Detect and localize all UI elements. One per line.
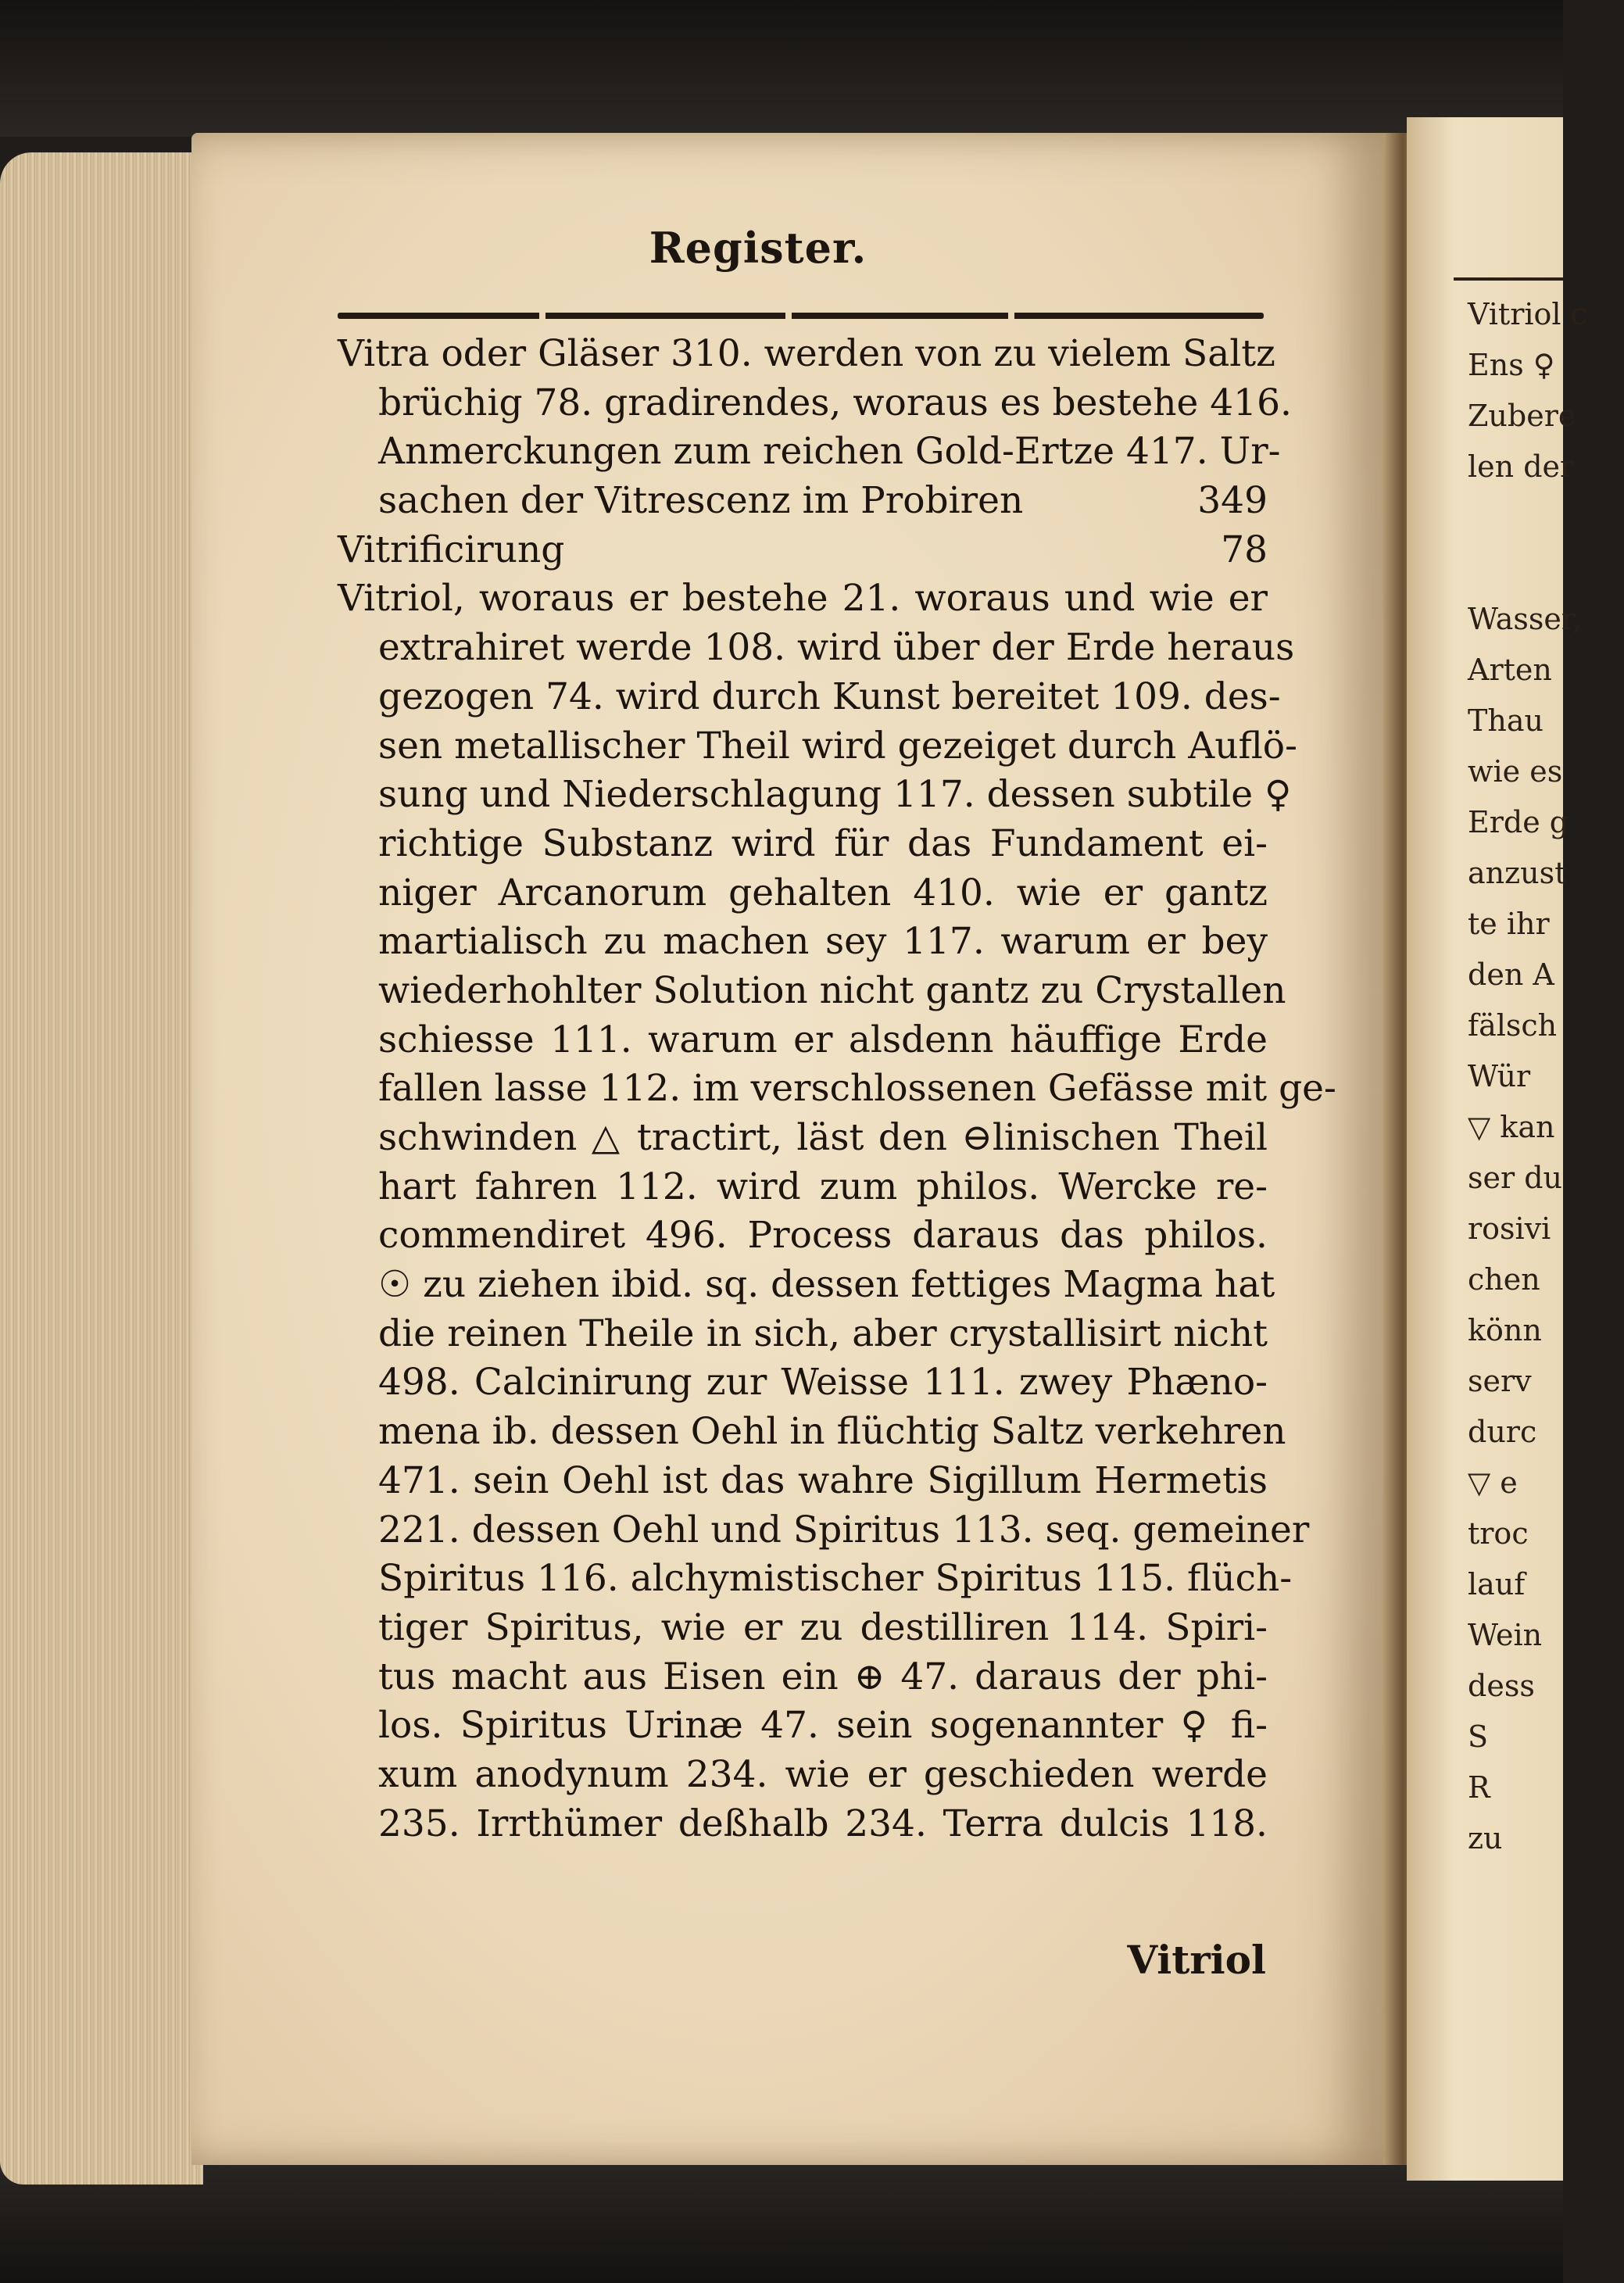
register-line: sen metallischer Theil wird gezeiget durch Auflö- [378,724,1297,768]
facing-page-line: Wür [1468,1059,1531,1093]
running-head: Register. [649,223,867,273]
facing-page-line: ser du [1468,1161,1563,1195]
register-line [338,526,1268,575]
register-line: Vitriol, woraus er bestehe 21. woraus und wie er [338,577,1268,621]
header-rule [338,313,1264,319]
register-line: tus macht aus Eisen ein ⊕ 47. daraus der phi- [378,1655,1268,1698]
facing-page-line: Vitriol c [1468,297,1587,331]
facing-page-line: rosivi [1468,1211,1551,1246]
register-line: die reinen Theile in sich, aber crystallisirt nicht [378,1311,1268,1355]
register-line: los. Spiritus Urinæ 47. sein sogenannter ♀ fi- [378,1704,1268,1748]
register-line: schiesse 111. warum er alsdenn häuffige Erde [378,1018,1268,1061]
register-line: schwinden △ tractirt, läst den ⊖linischen Theil [378,1116,1268,1159]
facing-page-line: zu [1468,1821,1503,1855]
rule-gap [785,313,792,319]
facing-page-line: Ens ♀ [1468,348,1555,382]
register-line: 471. sein Oehl ist das wahre Sigillum Hermetis [378,1458,1268,1502]
catchword: Vitriol [1127,1937,1266,1983]
facing-page-line: fälsch [1468,1008,1558,1043]
register-line: commendiret 496. Process daraus das philos. [378,1214,1268,1258]
register-line: Vitra oder Gläser 310. werden von zu vielem Saltz [338,332,1275,375]
facing-page-line: serv [1468,1364,1532,1398]
register-line: extrahiret werde 108. wird über der Erde heraus [378,626,1295,670]
register-line: wiederhohlter Solution nicht gantz zu Crystallen [378,968,1286,1012]
register-line: Anmerckungen zum reichen Gold-Ertze 417. Ur- [378,430,1281,474]
register-line: sung und Niederschlagung 117. dessen subtile ♀ [378,773,1292,817]
facing-page-line: den A [1468,957,1554,992]
page-number: 349 [1197,479,1268,523]
register-line: richtige Substanz wird für das Fundament ei- [378,821,1268,865]
facing-page-line: ▽ e [1468,1465,1518,1500]
facing-page-line: Zubere [1468,399,1576,433]
register-line: 498. Calcinirung zur Weisse 111. zwey Phæno- [378,1361,1268,1405]
register-line: martialisch zu machen sey 117. warum er bey [378,920,1268,964]
facing-page-line: durc [1468,1415,1537,1449]
register-line: tiger Spiritus, wie er zu destilliren 114. Spiri- [378,1605,1268,1649]
register-line: Spiritus 116. alchymistischer Spiritus 115. flüch- [378,1557,1293,1601]
rule-gap [539,313,546,319]
facing-page-line: dess [1468,1669,1535,1703]
register-line: fallen lasse 112. im verschlossenen Gefässe mit ge- [378,1067,1336,1111]
backdrop-top [0,0,1563,137]
rule-gap [1008,313,1014,319]
register-line: ☉ zu ziehen ibid. sq. dessen fettiges Magma hat [378,1263,1275,1307]
register-line: gezogen 74. wird durch Kunst bereitet 109. des- [378,675,1281,718]
register-line: mena ib. dessen Oehl in flüchtig Saltz verkehren [378,1410,1286,1454]
register-line: xum anodynum 234. wie er geschieden werde [378,1752,1268,1796]
facing-page-line: Wasser, [1468,602,1582,636]
facing-page-line: Wein [1468,1618,1543,1652]
book-page-edges [0,152,203,2185]
facing-page-line: wie es [1468,754,1563,789]
facing-page-line: könn [1468,1313,1542,1347]
backdrop-bottom [0,2157,1563,2283]
register-line: 221. dessen Oehl und Spiritus 113. seq. gemeiner [378,1508,1310,1551]
register-line: 235. Irrthümer deßhalb 234. Terra dulcis 118. [378,1802,1268,1845]
register-line-text: sachen der Vitrescenz im Probiren [378,479,1024,523]
facing-page-line: ▽ kan [1468,1110,1555,1144]
facing-page-line: lauf [1468,1567,1526,1601]
facing-page-line: len der [1468,449,1575,484]
facing-page-line: Arten [1468,653,1552,687]
facing-page-line: S [1468,1719,1489,1754]
register-line: brüchig 78. gradirendes, woraus es bestehe 416. [378,381,1292,424]
facing-page-line: chen [1468,1262,1540,1297]
register-line: niger Arcanorum gehalten 410. wie er gantz [378,871,1268,914]
facing-page-line: anzust [1468,856,1567,890]
facing-page-line: troc [1468,1516,1529,1551]
facing-page-line: Erde g [1468,805,1569,839]
register-text-block [338,330,1336,1848]
facing-page-line: R [1468,1770,1490,1805]
facing-page-line: te ihr [1468,907,1550,941]
register-line-text: Vitrificirung [338,528,565,571]
facing-page-rule [1454,277,1563,281]
facing-page-line: Thau [1468,703,1544,738]
register-line [338,477,1268,526]
page-number: 78 [1221,528,1268,571]
register-line: hart fahren 112. wird zum philos. Wercke re- [378,1165,1268,1208]
